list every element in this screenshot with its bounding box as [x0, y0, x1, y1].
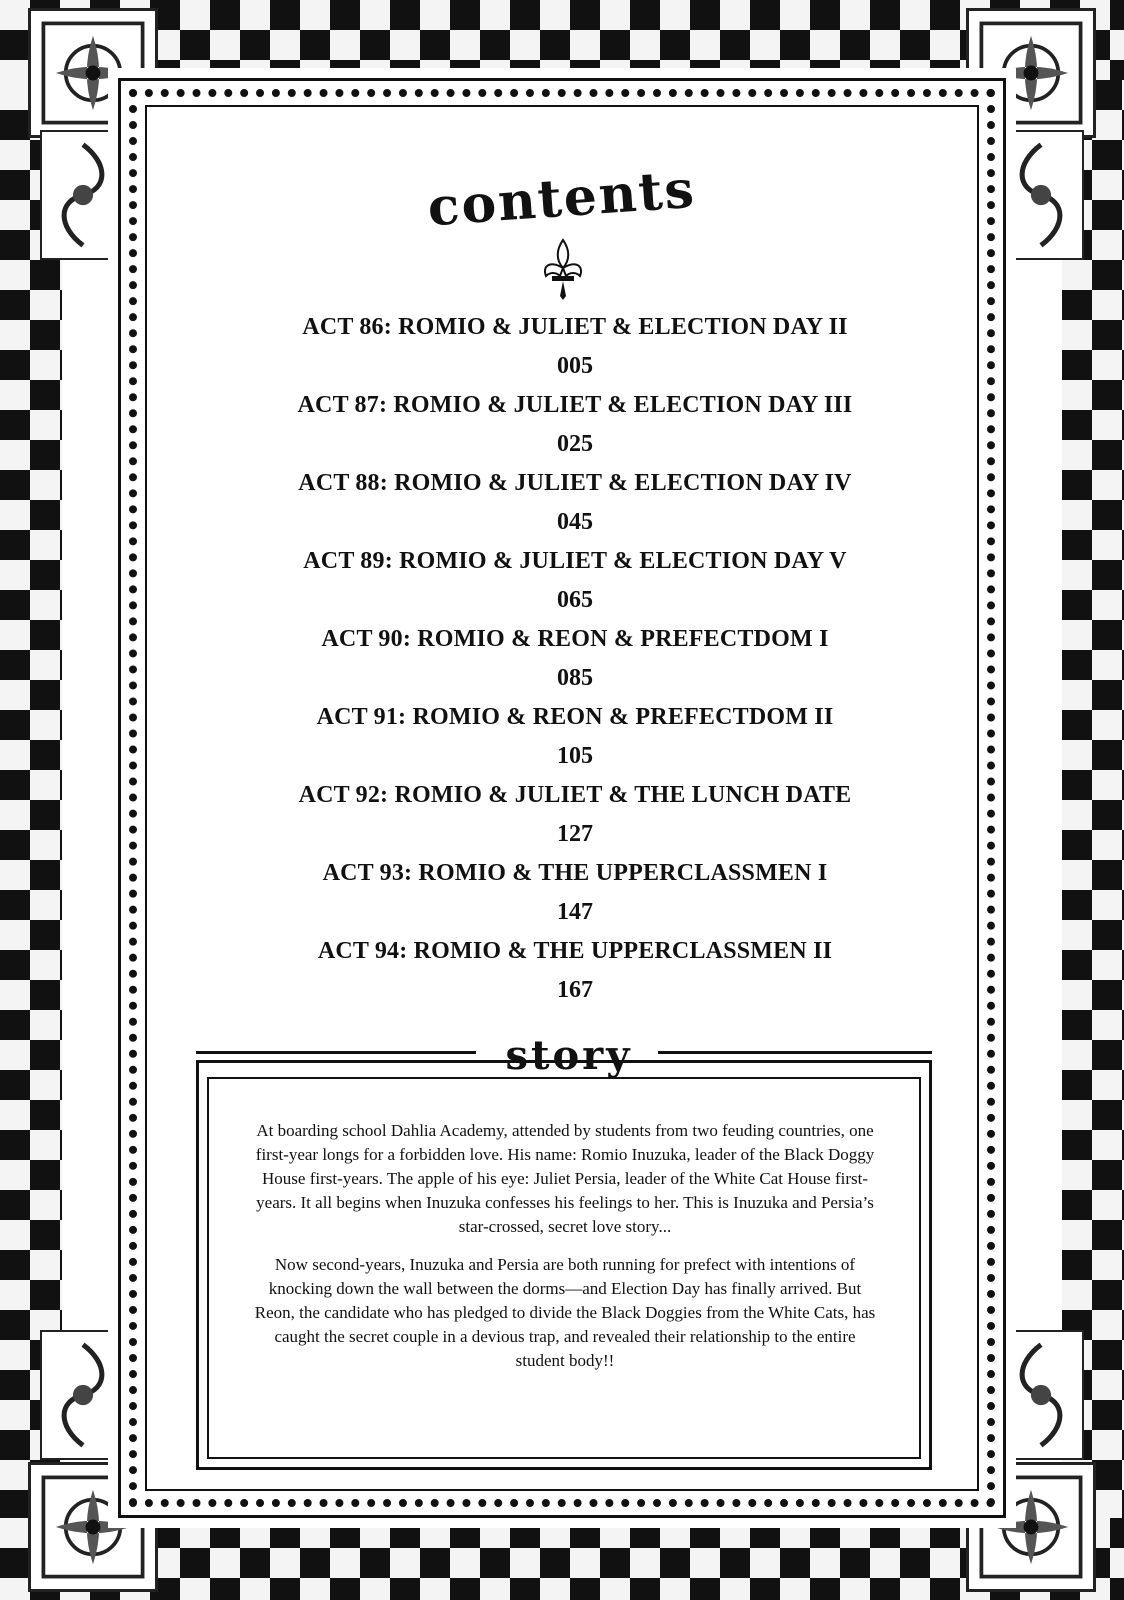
toc-entry-page: 147: [557, 899, 593, 925]
ornament-scroll-left-top-icon: [40, 130, 126, 260]
toc-entry[interactable]: [230, 698, 920, 776]
toc-entry-title: ACT 88: ROMIO & JULIET & ELECTION DAY IV: [298, 470, 852, 496]
checkered-border-bottom: [0, 1518, 1124, 1600]
toc-entry-page: 085: [557, 665, 593, 691]
ornament-scroll-left-bottom-icon: [40, 1330, 126, 1460]
table-of-contents: [230, 308, 920, 1010]
checkered-border-right: [1062, 80, 1124, 1518]
toc-entry[interactable]: [230, 854, 920, 932]
toc-entry[interactable]: [230, 932, 920, 1010]
toc-entry-page: 065: [557, 587, 593, 613]
story-heading: story: [505, 1032, 633, 1079]
story-text: [251, 1119, 879, 1387]
toc-entry[interactable]: [230, 620, 920, 698]
toc-entry[interactable]: [230, 464, 920, 542]
toc-entry-title: ACT 87: ROMIO & JULIET & ELECTION DAY III: [297, 392, 853, 418]
checkered-border-left: [0, 80, 62, 1518]
contents-heading: contents: [425, 158, 698, 239]
story-heading-bar: [196, 1032, 932, 1080]
toc-entry[interactable]: [230, 386, 920, 464]
toc-entry[interactable]: [230, 308, 920, 386]
toc-entry-page: 025: [557, 431, 593, 457]
toc-entry-page: 005: [557, 353, 593, 379]
story-paragraph: Now second-years, Inuzuka and Persia are both running for prefect with intentions of knocking down the wall between the dorms—and Election Day has finally arrived. But Reon, the candidate who has pledged to divide the Black Doggies from the White Cats, has caught the secret couple in a devious trap, and revealed their relationship to the entire student body!!: [254, 1255, 876, 1370]
toc-entry[interactable]: [230, 776, 920, 854]
checkered-border-top: [0, 0, 1124, 80]
story-box: [196, 1060, 932, 1470]
ornament-scroll-right-top-icon: [998, 130, 1084, 260]
toc-entry-title: ACT 92: ROMIO & JULIET & THE LUNCH DATE: [298, 782, 852, 808]
ornament-scroll-right-bottom-icon: [998, 1330, 1084, 1460]
toc-entry-page: 105: [557, 743, 593, 769]
story-rule-left: [196, 1051, 476, 1063]
story-rule-right: [658, 1051, 932, 1063]
story-paragraph: At boarding school Dahlia Academy, attended by students from two feuding countries, one first-year longs for a forbidden love. His name: Romio Inuzuka, leader of the Black Doggy House first-years. The apple of his eye: Juliet Persia, leader of the White Cat House first-years. It all begins when Inuzuka confesses his feelings to her. This is Inuzuka and Persia’s star-crossed, secret love story...: [255, 1121, 875, 1236]
fleur-de-lis-icon: [540, 238, 586, 302]
toc-entry-page: 167: [557, 977, 593, 1003]
toc-entry-title: ACT 86: ROMIO & JULIET & ELECTION DAY II: [302, 314, 848, 340]
toc-entry-title: ACT 94: ROMIO & THE UPPERCLASSMEN II: [317, 938, 833, 964]
toc-entry-title: ACT 90: ROMIO & REON & PREFECTDOM I: [321, 626, 829, 652]
toc-entry-page: 127: [557, 821, 593, 847]
toc-entry-title: ACT 91: ROMIO & REON & PREFECTDOM II: [316, 704, 834, 730]
toc-entry[interactable]: [230, 542, 920, 620]
toc-entry-page: 045: [557, 509, 593, 535]
toc-entry-title: ACT 89: ROMIO & JULIET & ELECTION DAY V: [303, 548, 847, 574]
toc-entry-title: ACT 93: ROMIO & THE UPPERCLASSMEN I: [322, 860, 828, 886]
